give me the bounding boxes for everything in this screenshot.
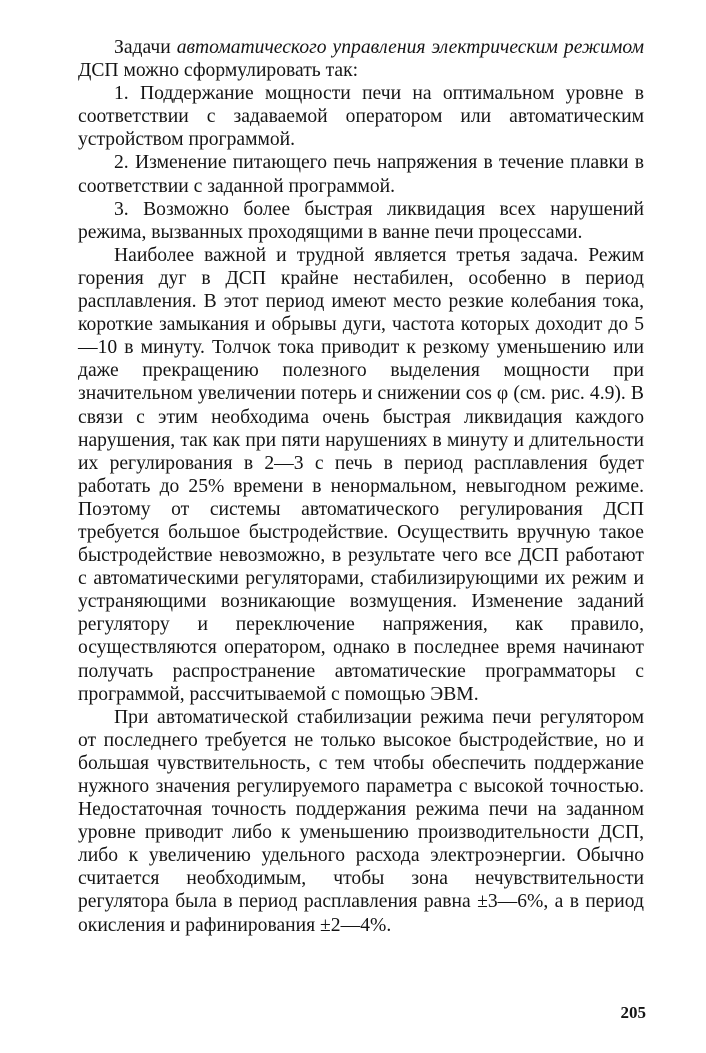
list-item-2: 2. Изменение питающего печь напряжения в течение плавки в соответствии с заданной программой. bbox=[78, 152, 644, 197]
list-item-3: 3. Возможно более быстрая ликвидация всех нарушений режима, вызванных проходящими в ванне печи процессами. bbox=[78, 198, 644, 243]
intro-paragraph bbox=[78, 36, 644, 82]
intro-emphasis: автоматического управления электрическим режимом bbox=[176, 37, 644, 58]
list-item-1: 1. Поддержание мощности печи на оптимальном уровне в соответствии с задаваемой оператором или автоматическим устройством программой. bbox=[78, 83, 644, 151]
page-number: 205 bbox=[620, 1003, 646, 1022]
document-page bbox=[78, 36, 644, 937]
intro-tail: ДСП можно сформулировать так: bbox=[78, 60, 359, 82]
body-paragraph-2: При автоматической стабилизации режима печи регулятором от последнего требуется не только высокое быстродействие, но и большая чувствительность, с тем чтобы обеспечить поддержание нужного значения регулируемого параметра с высокой точностью. Недостаточная точность поддержания режима печи на заданном уровне приводит либо к уменьшению производительности ДСП, либо к увеличению удельного расхода электроэнергии. Обычно считается необходимым, чтобы зона нечувствительности регулятора была в период расплавления равна ±3—6%, а в период окисления и рафинирования ±2—4%. bbox=[78, 706, 644, 936]
intro-lead: Задачи bbox=[114, 37, 177, 58]
body-paragraph-1: Наиболее важной и трудной является третья задача. Режим горения дуг в ДСП крайне нестабилен, особенно в период расплавления. В этот период имеют место резкие колебания тока, короткие замыкания и обрывы дуги, частота которых доходит до 5—10 в минуту. Толчок тока приводит к резкому уменьшению или даже прекращению полезного выделения мощности при значительном увеличении потерь и снижении cos φ (см. рис. 4.9). В связи с этим необходима очень быстрая ликвидация каждого нарушения, так как при пяти нарушениях в минуту и длительности их регулирования в 2—3 с печь в период расплавления будет работать до 25% времени в ненормальном, невыгодном режиме. Поэтому от системы автоматического регулирования ДСП требуется большое быстродействие. Осуществить вручную такое быстродействие невозможно, в результате чего все ДСП работают с автоматическими регуляторами, стабилизирующими их режим и устраняющими возникающие возмущения. Изменение заданий регулятору и переключение напряжения, как правило, осуществляются оператором, однако в последнее время начинают получать распространение автоматические программаторы с программой, рассчитываемой с помощью ЭВМ. bbox=[78, 244, 644, 705]
